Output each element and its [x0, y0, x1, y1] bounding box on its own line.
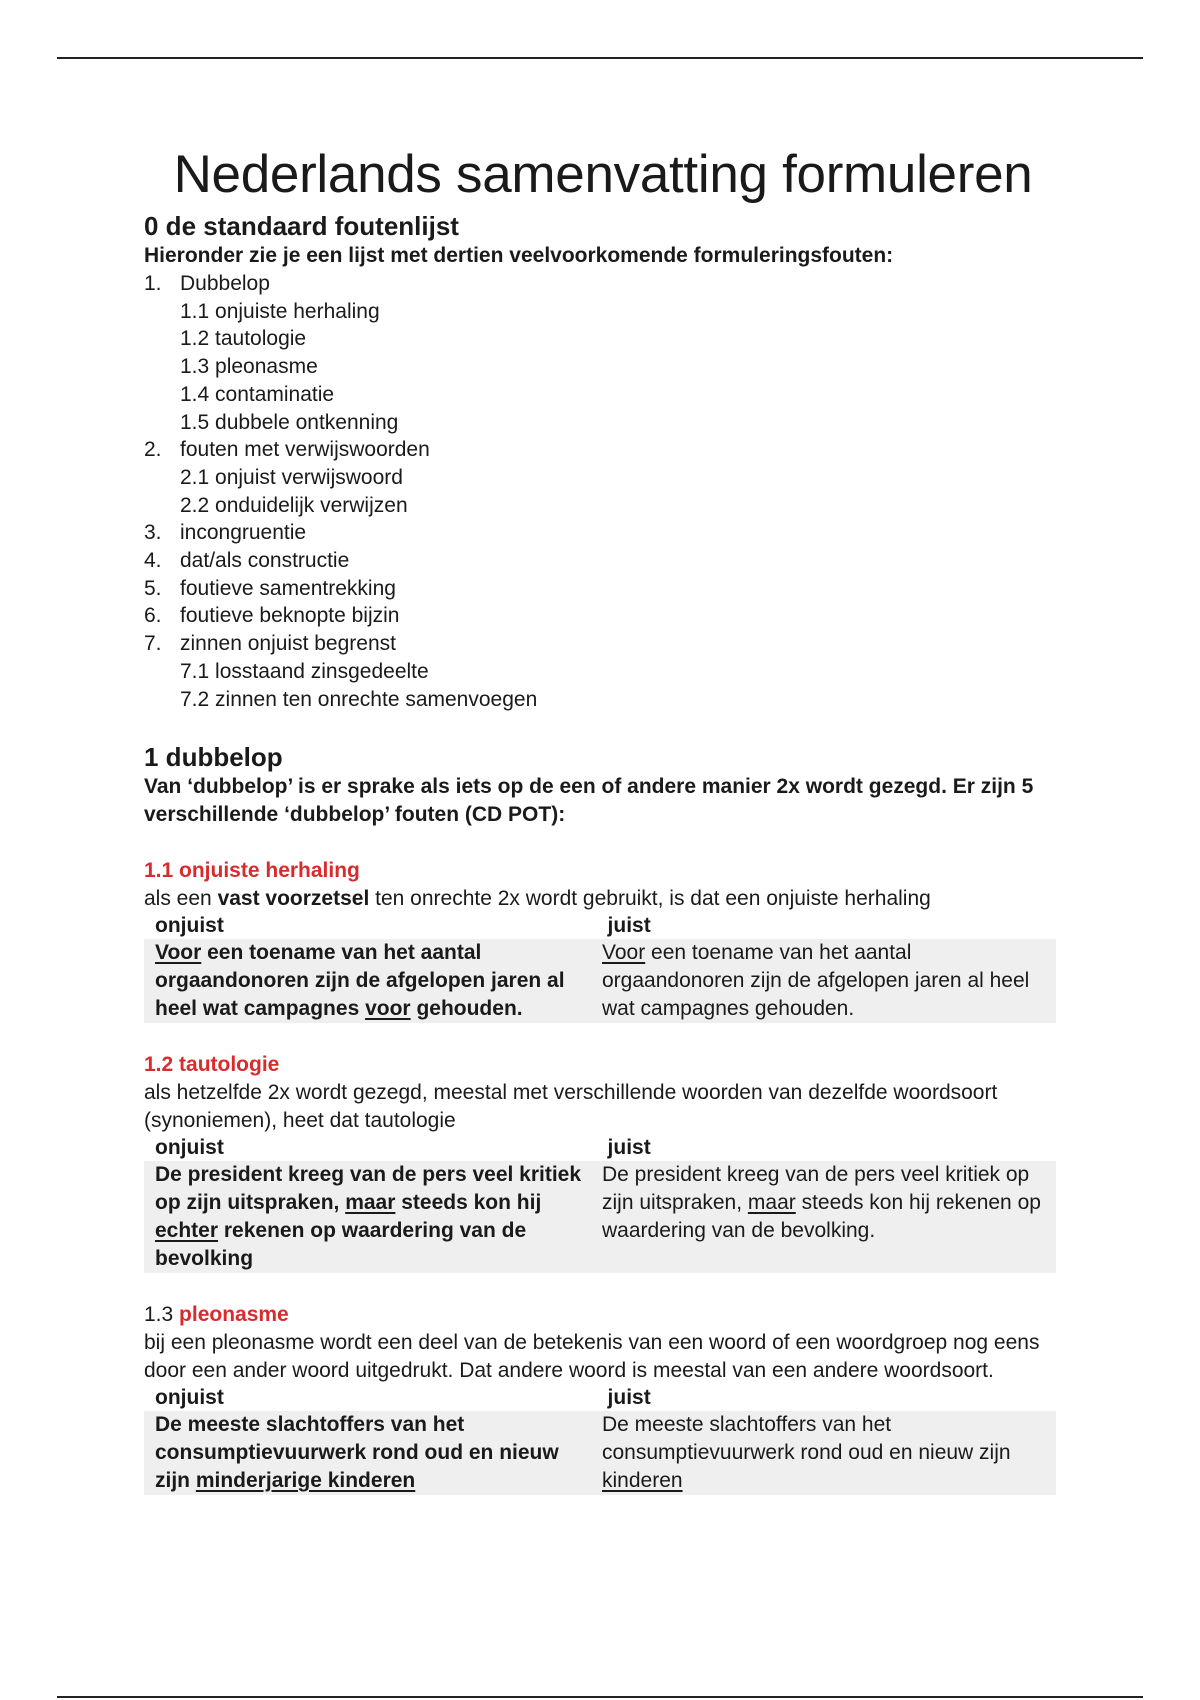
list-subitem: 1.2 tautologie	[180, 327, 307, 351]
list-item-number: 4.	[144, 549, 162, 573]
subheading-onjuiste-herhaling: 1.1 onjuiste herhaling	[144, 859, 360, 883]
example-right: De meeste slachtoffers van het consumptievuurwerk rond oud en nieuw zijn kinderen	[602, 1413, 1011, 1493]
example-wrong: De meeste slachtoffers van het consumptievuurwerk rond oud en nieuw zijn minderjarige kinderen	[155, 1413, 559, 1493]
list-item	[144, 436, 1062, 519]
list-item	[144, 519, 1062, 547]
error-list	[144, 270, 1062, 713]
subheading-pleonasme: 1.3 pleonasme	[144, 1303, 289, 1327]
list-item-label: foutieve samentrekking	[180, 576, 396, 600]
top-rule	[57, 57, 1143, 59]
subheading-tautologie: 1.2 tautologie	[144, 1053, 280, 1077]
section-heading-1: 1 dubbelop	[144, 742, 283, 773]
list-subitem: 1.4 contaminatie	[180, 382, 335, 406]
list-subitem: 2.1 onjuist verwijswoord	[180, 465, 403, 489]
list-subitem: 1.1 onjuiste herhaling	[180, 299, 380, 323]
example-table-pleonasme	[144, 1385, 1056, 1495]
column-header-juist: juist	[607, 1386, 651, 1410]
description-onjuiste-herhaling: als een vast voorzetsel ten onrechte 2x wordt gebruikt, is dat een onjuiste herhaling	[144, 887, 931, 911]
example-wrong: Voor een toename van het aantal orgaandonoren zijn de afgelopen jaren al heel wat campagnes voor gehouden.	[155, 941, 565, 1021]
list-item-number: 1.	[144, 272, 162, 295]
list-item-number: 3.	[144, 521, 162, 545]
bottom-rule	[57, 1696, 1143, 1698]
list-item-label: Dubbelop	[180, 272, 270, 295]
example-wrong: De president kreeg van de pers veel kritiek op zijn uitspraken, maar steeds kon hij echter rekenen op waardering van de bevolking	[155, 1163, 582, 1271]
description-pleonasme: bij een pleonasme wordt een deel van de betekenis van een woord of een woordgroep nog eens door een ander woord uitgedrukt. Dat andere woord is meestal van een andere woordsoort.	[144, 1331, 1040, 1383]
list-item	[144, 575, 1062, 603]
list-item-label: foutieve beknopte bijzin	[180, 604, 400, 628]
list-item	[144, 547, 1062, 575]
list-item-number: 7.	[144, 632, 162, 656]
example-right: Voor een toename van het aantal orgaandonoren zijn de afgelopen jaren al heel wat campagnes gehouden.	[602, 941, 1030, 1021]
list-item-number: 6.	[144, 604, 162, 628]
column-header-onjuist: onjuist	[155, 1136, 224, 1160]
list-subitem: 7.1 losstaand zinsgedeelte	[180, 659, 429, 683]
section-heading-0: 0 de standaard foutenlijst	[144, 211, 459, 241]
description-tautologie: als hetzelfde 2x wordt gezegd, meestal met verschillende woorden van dezelfde woordsoort (synoniemen), heet dat tautologie	[144, 1081, 998, 1133]
list-item-label: zinnen onjuist begrenst	[180, 632, 396, 656]
list-subitem: 1.3 pleonasme	[180, 355, 318, 379]
document-content	[144, 140, 1062, 1495]
page-title: Nederlands samenvatting formuleren	[173, 145, 1033, 204]
example-table-onjuiste-herhaling	[144, 913, 1056, 1023]
example-right: De president kreeg van de pers veel kritiek op zijn uitspraken, maar steeds kon hij rekenen op waardering van de bevolking.	[602, 1163, 1041, 1243]
list-subitem: 7.2 zinnen ten onrechte samenvoegen	[180, 687, 538, 711]
list-subitem: 1.5 dubbele ontkenning	[180, 410, 399, 434]
column-header-onjuist: onjuist	[155, 1386, 224, 1410]
list-item-label: dat/als constructie	[180, 549, 350, 573]
list-item-number: 2.	[144, 438, 162, 462]
list-item-label: incongruentie	[180, 521, 307, 545]
list-item	[144, 270, 1062, 436]
list-item	[144, 602, 1062, 630]
section-lead-1: Van ‘dubbelop’ is er sprake als iets op de een of andere manier 2x wordt gezegd. Er zijn 5 verschillende ‘dubbelop’ fouten (CD POT):	[144, 775, 1034, 827]
list-item-number: 5.	[144, 576, 162, 600]
example-table-tautologie	[144, 1135, 1056, 1273]
list-subitem: 2.2 onduidelijk verwijzen	[180, 493, 408, 517]
column-header-onjuist: onjuist	[155, 914, 224, 938]
section-lead-0: Hieronder zie je een lijst met dertien veelvoorkomende formuleringsfouten:	[144, 244, 894, 267]
column-header-juist: juist	[607, 1136, 651, 1160]
column-header-juist: juist	[607, 914, 651, 938]
list-item-label: fouten met verwijswoorden	[180, 438, 430, 462]
list-item	[144, 630, 1062, 713]
